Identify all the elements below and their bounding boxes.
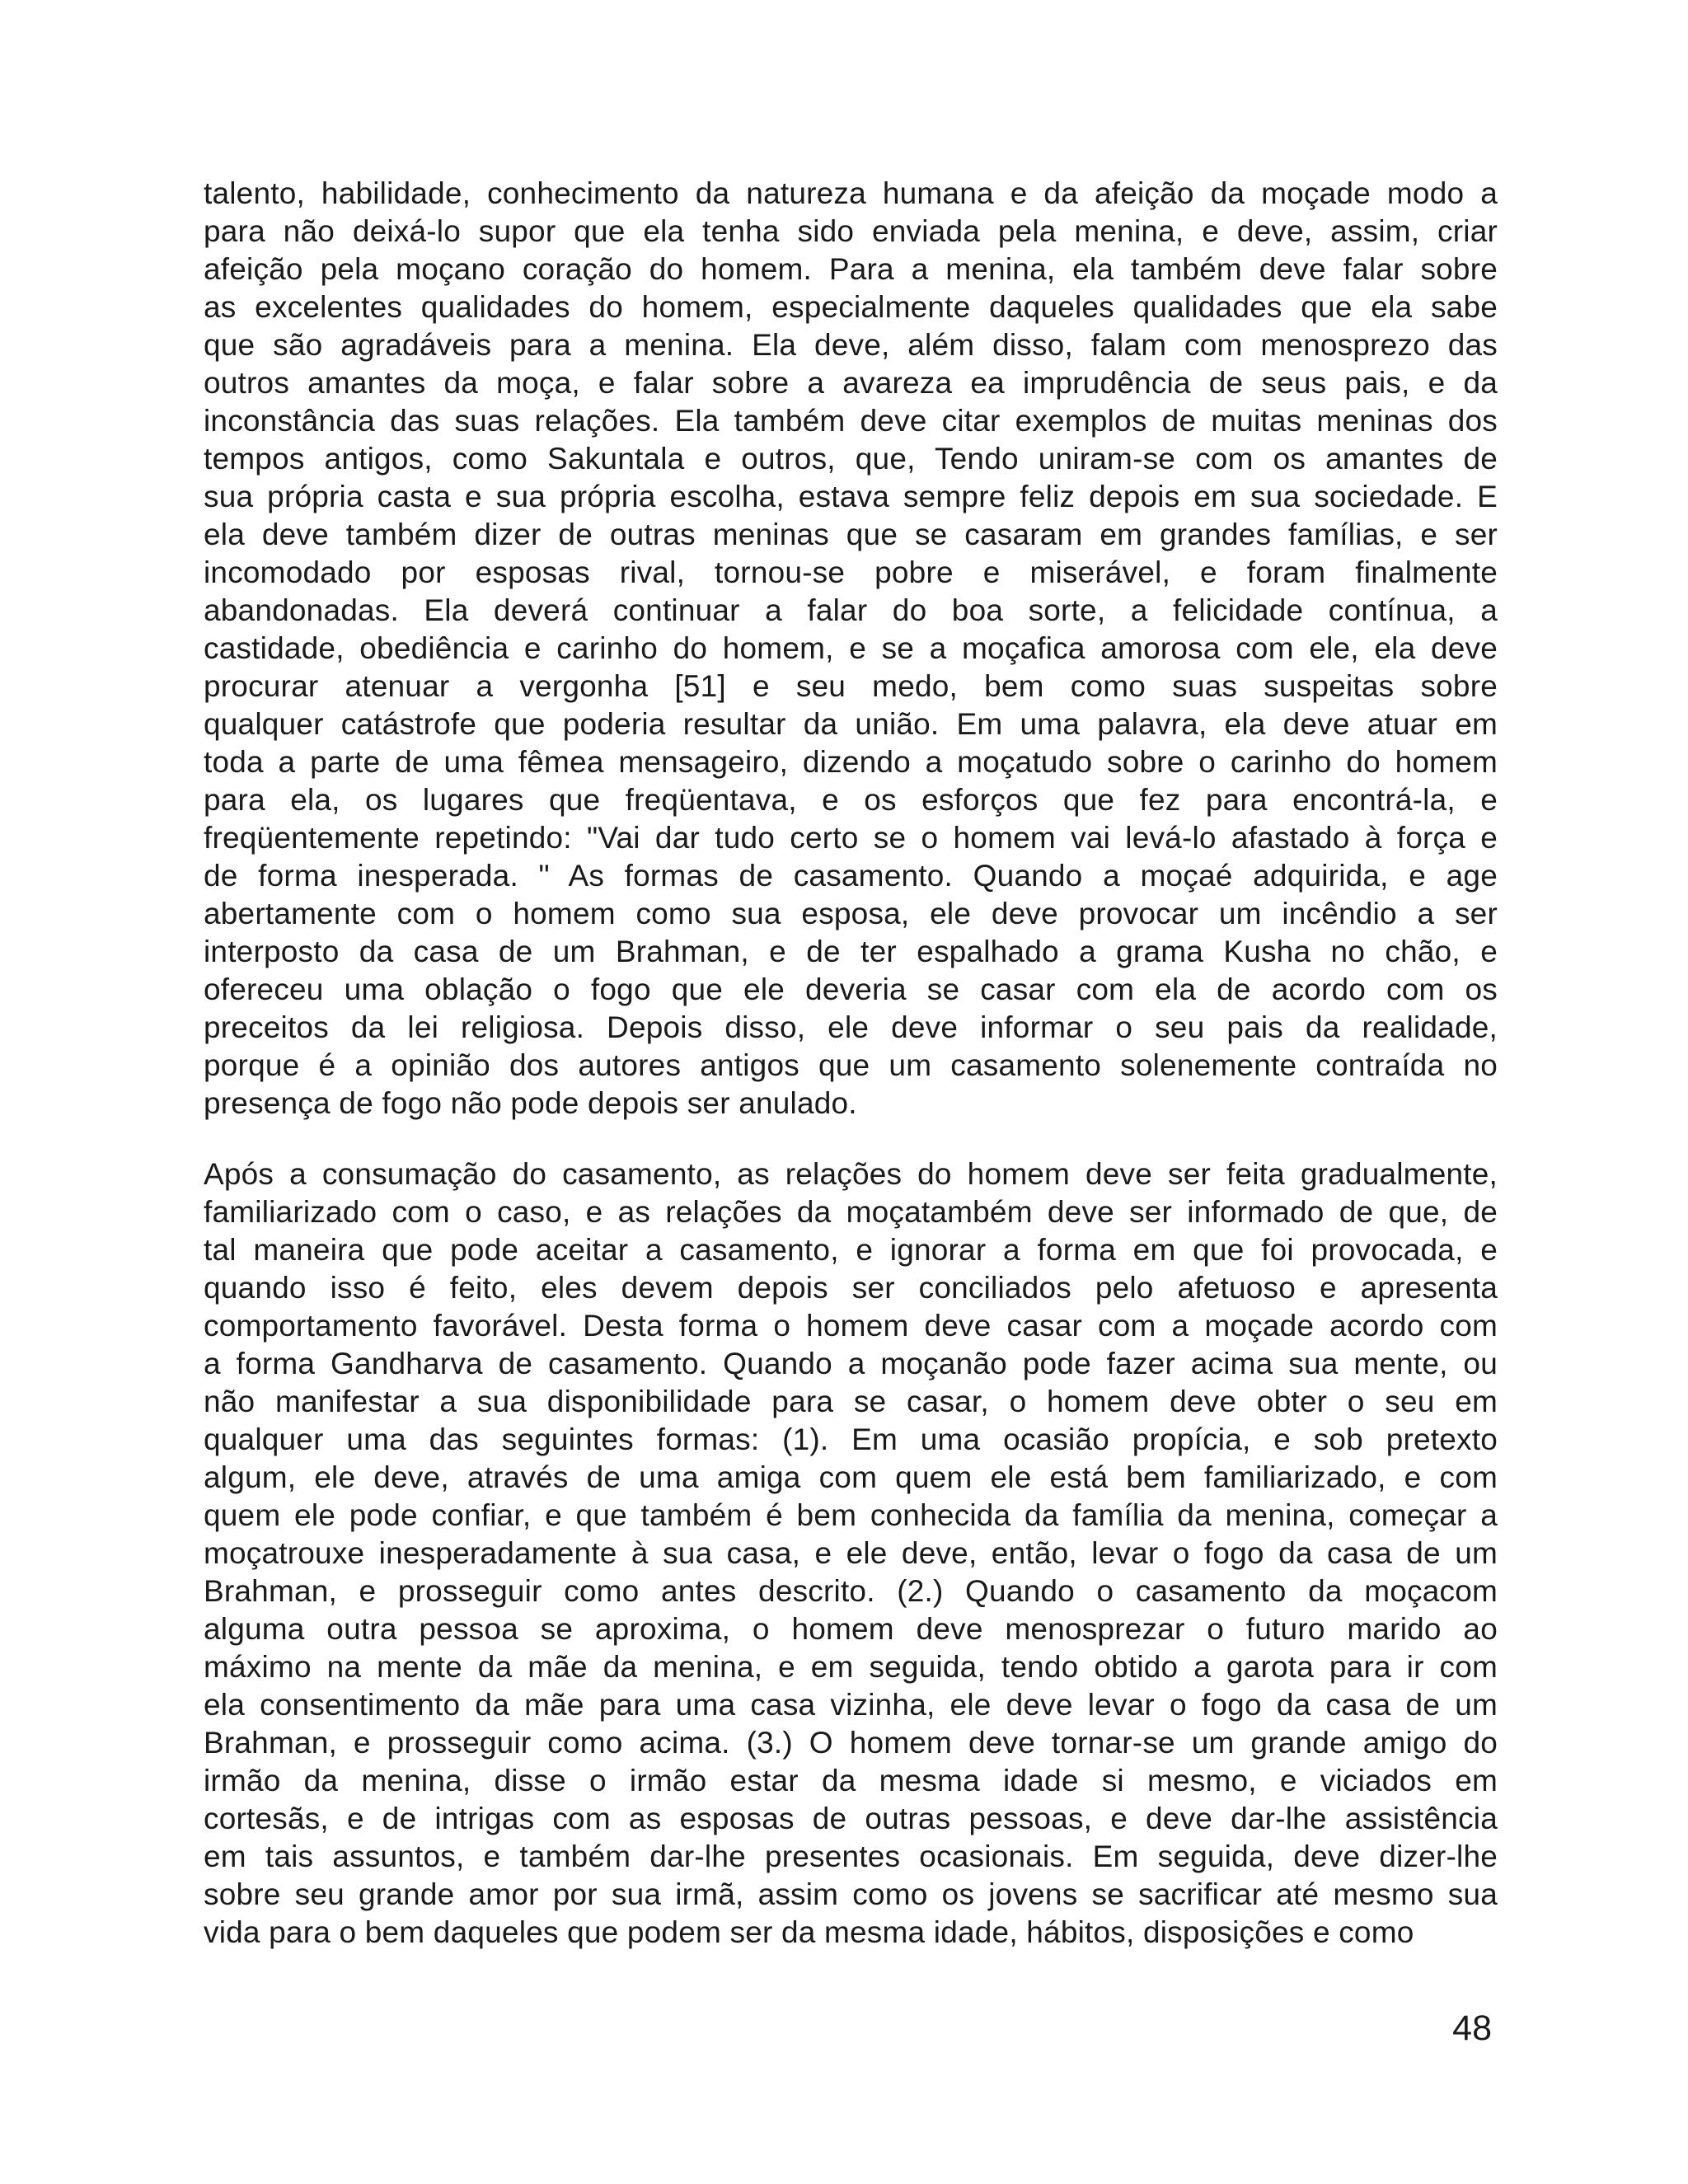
text-line: tempos antigos, como Sakuntala e outros, que, Tendo uniram-se com os amantes de xyxy=(204,442,1498,476)
text-line: quem ele pode confiar, e que também é bem conhecida da família da menina, começar a xyxy=(204,1498,1498,1532)
text-line: ofereceu uma oblação o fogo que ele deveria se casar com ela de acordo com os xyxy=(204,972,1498,1006)
text-line: presença de fogo não pode depois ser anulado. xyxy=(204,1086,857,1120)
text-line: toda a parte de uma fêmea mensageiro, dizendo a moçatudo sobre o carinho do homem xyxy=(204,745,1498,779)
text-line: que são agradáveis para a menina. Ela deve, além disso, falam com menosprezo das xyxy=(204,328,1498,362)
text-line: a forma Gandharva de casamento. Quando a moçanão pode fazer acima sua mente, ou xyxy=(204,1347,1498,1380)
text-line: ela deve também dizer de outras meninas que se casaram em grandes famílias, e ser xyxy=(204,518,1498,551)
text-line: ela consentimento da mãe para uma casa vizinha, ele deve levar o fogo da casa de um xyxy=(204,1688,1498,1722)
text-line: castidade, obediência e carinho do homem, e se a moçafica amorosa com ele, ela deve xyxy=(204,631,1498,665)
text-line: irmão da menina, disse o irmão estar da mesma idade si mesmo, e viciados em xyxy=(204,1764,1498,1797)
text-line: inconstância das suas relações. Ela também deve citar exemplos de muitas meninas dos xyxy=(204,404,1498,438)
text-line: máximo na mente da mãe da menina, e em seguida, tendo obtido a garota para ir com xyxy=(204,1650,1498,1684)
text-line: procurar atenuar a vergonha [51] e seu medo, bem como suas suspeitas sobre xyxy=(204,669,1498,703)
text-line: afeição pela moçano coração do homem. Para a menina, ela também deve falar sobre xyxy=(204,252,1498,286)
text-line: quando isso é feito, eles devem depois ser conciliados pelo afetuoso e apresenta xyxy=(204,1271,1498,1305)
text-line: sobre seu grande amor por sua irmã, assim como os jovens se sacrificar até mesmo sua xyxy=(204,1877,1498,1911)
paragraph-2 xyxy=(204,1155,1498,1952)
text-line: vida para o bem daqueles que podem ser da mesma idade, hábitos, disposições e como xyxy=(204,1915,1414,1949)
page-number: 48 xyxy=(1452,2008,1492,2048)
paragraph-1 xyxy=(204,175,1498,1122)
text-line: talento, habilidade, conhecimento da natureza humana e da afeição da moçade modo a xyxy=(204,176,1498,210)
text-line: porque é a opinião dos autores antigos que um casamento solenemente contraída no xyxy=(204,1048,1498,1082)
text-line: qualquer catástrofe que poderia resultar da união. Em uma palavra, ela deve atuar em xyxy=(204,707,1498,741)
text-line: abandonadas. Ela deverá continuar a falar do boa sorte, a felicidade contínua, a xyxy=(204,593,1498,627)
text-line: Brahman, e prosseguir como acima. (3.) O homem deve tornar-se um grande amigo do xyxy=(204,1726,1498,1760)
text-line: de forma inesperada. " As formas de casamento. Quando a moçaé adquirida, e age xyxy=(204,859,1498,893)
text-line: qualquer uma das seguintes formas: (1). Em uma ocasião propícia, e sob pretexto xyxy=(204,1422,1498,1456)
text-line: familiarizado com o caso, e as relações da moçatambém deve ser informado de que, de xyxy=(204,1195,1498,1229)
text-line: outros amantes da moça, e falar sobre a avareza ea imprudência de seus pais, e da xyxy=(204,366,1498,400)
text-line: preceitos da lei religiosa. Depois disso, ele deve informar o seu pais da realidade, xyxy=(204,1010,1498,1044)
text-line: Brahman, e prosseguir como antes descrito. (2.) Quando o casamento da moçacom xyxy=(204,1574,1498,1608)
text-line: freqüentemente repetindo: "Vai dar tudo certo se o homem vai levá-lo afastado à força e xyxy=(204,821,1498,855)
text-line: incomodado por esposas rival, tornou-se pobre e miserável, e foram finalmente xyxy=(204,555,1498,589)
text-line: alguma outra pessoa se aproxima, o homem deve menosprezar o futuro marido ao xyxy=(204,1612,1498,1646)
text-line: não manifestar a sua disponibilidade para se casar, o homem deve obter o seu em xyxy=(204,1385,1498,1418)
text-line: sua própria casta e sua própria escolha, estava sempre feliz depois em sua sociedade. E xyxy=(204,480,1498,513)
text-line: comportamento favorável. Desta forma o homem deve casar com a moçade acordo com xyxy=(204,1309,1498,1343)
text-line: para não deixá-lo supor que ela tenha sido enviada pela menina, e deve, assim, criar xyxy=(204,214,1498,248)
text-line: moçatrouxe inesperadamente à sua casa, e ele deve, então, levar o fogo da casa de um xyxy=(204,1536,1498,1570)
text-line: tal maneira que pode aceitar a casamento, e ignorar a forma em que foi provocada, e xyxy=(204,1233,1498,1267)
text-line: as excelentes qualidades do homem, especialmente daqueles qualidades que ela sabe xyxy=(204,290,1498,324)
text-line: para ela, os lugares que freqüentava, e os esforços que fez para encontrá-la, e xyxy=(204,783,1498,817)
text-line: em tais assuntos, e também dar-lhe presentes ocasionais. Em seguida, deve dizer-lhe xyxy=(204,1840,1498,1873)
text-line: cortesãs, e de intrigas com as esposas de outras pessoas, e deve dar-lhe assistência xyxy=(204,1802,1498,1835)
text-line: abertamente com o homem como sua esposa, ele deve provocar um incêndio a ser xyxy=(204,897,1498,930)
text-line: Após a consumação do casamento, as relações do homem deve ser feita gradualmente, xyxy=(204,1157,1498,1191)
text-line: algum, ele deve, através de uma amiga com quem ele está bem familiarizado, e com xyxy=(204,1460,1498,1494)
text-line: interposto da casa de um Brahman, e de ter espalhado a grama Kusha no chão, e xyxy=(204,935,1498,968)
